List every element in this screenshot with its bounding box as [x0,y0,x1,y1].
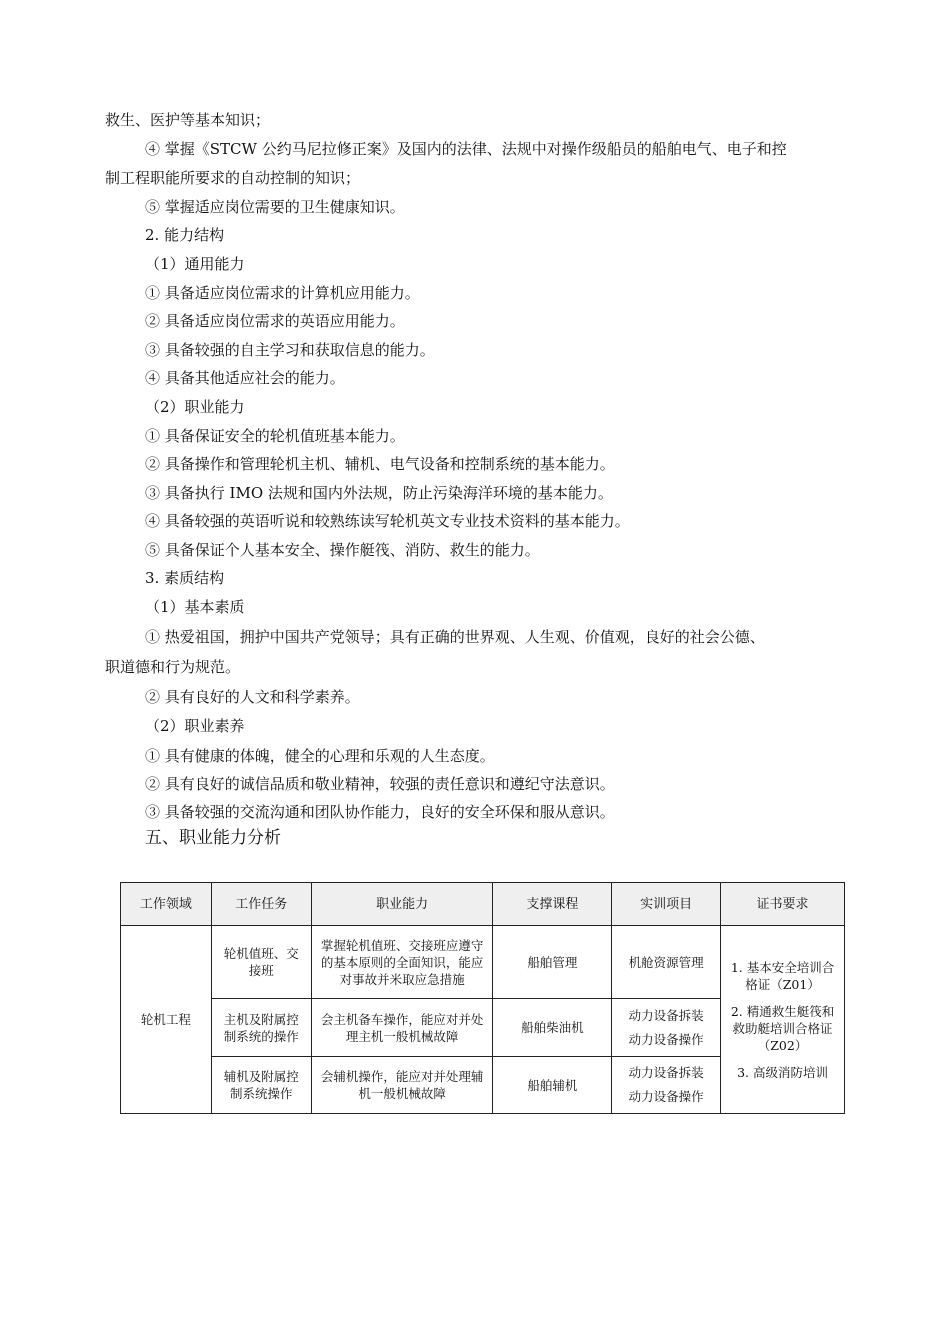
ability-cell: 会辅机操作，能应对并处理辅机一般机械故障 [311,1057,493,1114]
training-item: 动力设备拆装 [628,1065,704,1080]
text-line: ① 具备保证安全的轮机值班基本能力。 [145,427,405,445]
text-line: （1）基本素质 [145,598,245,616]
text-line: ① 具备适应岗位需求的计算机应用能力。 [145,284,420,302]
table-row [121,926,845,999]
ability-cell: 会主机备车操作，能应对并处理主机一般机械故障 [311,999,493,1057]
table-header-row [121,883,845,926]
ability-cell: 掌握轮机值班、交接班应遵守的基本原则的全面知识，能应对事故并米取应急措施 [311,926,493,999]
text-line: （2）职业素养 [145,717,245,735]
subsection-heading: 3. 素质结构 [145,569,225,587]
text-line: ② 具备适应岗位需求的英语应用能力。 [145,312,405,330]
header-work-task: 工作任务 [211,883,311,926]
text-line: ② 具有良好的诚信品质和敬业精神，较强的责任意识和遵纪守法意识。 [145,775,615,793]
text-line: ⑤ 具备保证个人基本安全、操作艇筏、消防、救生的能力。 [145,541,540,559]
course-cell: 船舶管理 [493,926,612,999]
text-line: ④ 具备较强的英语听说和较熟练读写轮机英文专业技术资料的基本能力。 [145,512,630,530]
text-line: ③ 具备较强的交流沟通和团队协作能力，良好的安全环保和服从意识。 [145,803,615,821]
text-line: ③ 具备执行 IMO 法规和国内外法规，防止污染海洋环境的基本能力。 [145,484,613,502]
text-line: 制工程职能所要求的自动控制的知识； [105,169,361,187]
training-cell [612,1057,721,1114]
text-line: ③ 具备较强的自主学习和获取信息的能力。 [145,341,435,359]
work-domain-cell: 轮机工程 [121,926,212,1114]
text-line: （2）职业能力 [145,398,245,416]
text-line: 救生、医护等基本知识； [105,111,271,129]
competency-table [120,882,845,1114]
training-item: 动力设备操作 [628,1031,704,1047]
text-line: ① 具有健康的体魄，健全的心理和乐观的人生态度。 [145,747,495,765]
course-cell: 船舶柴油机 [493,999,612,1057]
training-item: 动力设备拆装 [628,1007,704,1023]
header-course: 支撑课程 [493,883,612,926]
header-training: 实训项目 [612,883,721,926]
training-cell: 机舱资源管理 [612,926,721,999]
task-cell: 轮机值班、交接班 [211,926,311,999]
certificate-item: 3. 高级消防培训 [737,1064,828,1080]
certificate-item: 2. 精通救生艇筏和救助艇培训合格证（Z02） [730,1003,835,1053]
certificate-cell [721,926,845,1114]
training-item: 动力设备操作 [628,1089,704,1104]
training-cell [612,999,721,1057]
text-line: ④ 掌握《STCW 公约马尼拉修正案》及国内的法律、法规中对操作级船员的船舶电气、电子和控 [145,140,787,158]
task-cell: 辅机及附属控制系统操作 [211,1057,311,1114]
text-line: （1）通用能力 [145,255,245,273]
certificate-item: 1. 基本安全培训合格证（Z01） [730,959,835,992]
text-line: ① 热爱祖国，拥护中国共产党领导；具有正确的世界观、人生观、价值观，良好的社会公德、 [145,628,765,646]
text-line: ⑤ 掌握适应岗位需要的卫生健康知识。 [145,198,405,216]
subsection-heading: 2. 能力结构 [145,226,225,244]
course-cell: 船舶辅机 [493,1057,612,1114]
header-work-domain: 工作领域 [121,883,212,926]
section-title: 五、职业能力分析 [145,828,281,848]
text-line: 职道德和行为规范。 [105,658,241,676]
text-line: ② 具备操作和管理轮机主机、辅机、电气设备和控制系统的基本能力。 [145,455,615,473]
header-ability: 职业能力 [311,883,493,926]
task-cell: 主机及附属控制系统的操作 [211,999,311,1057]
header-certificate: 证书要求 [721,883,845,926]
text-line: ② 具有良好的人文和科学素养。 [145,688,360,706]
text-line: ④ 具备其他适应社会的能力。 [145,369,345,387]
